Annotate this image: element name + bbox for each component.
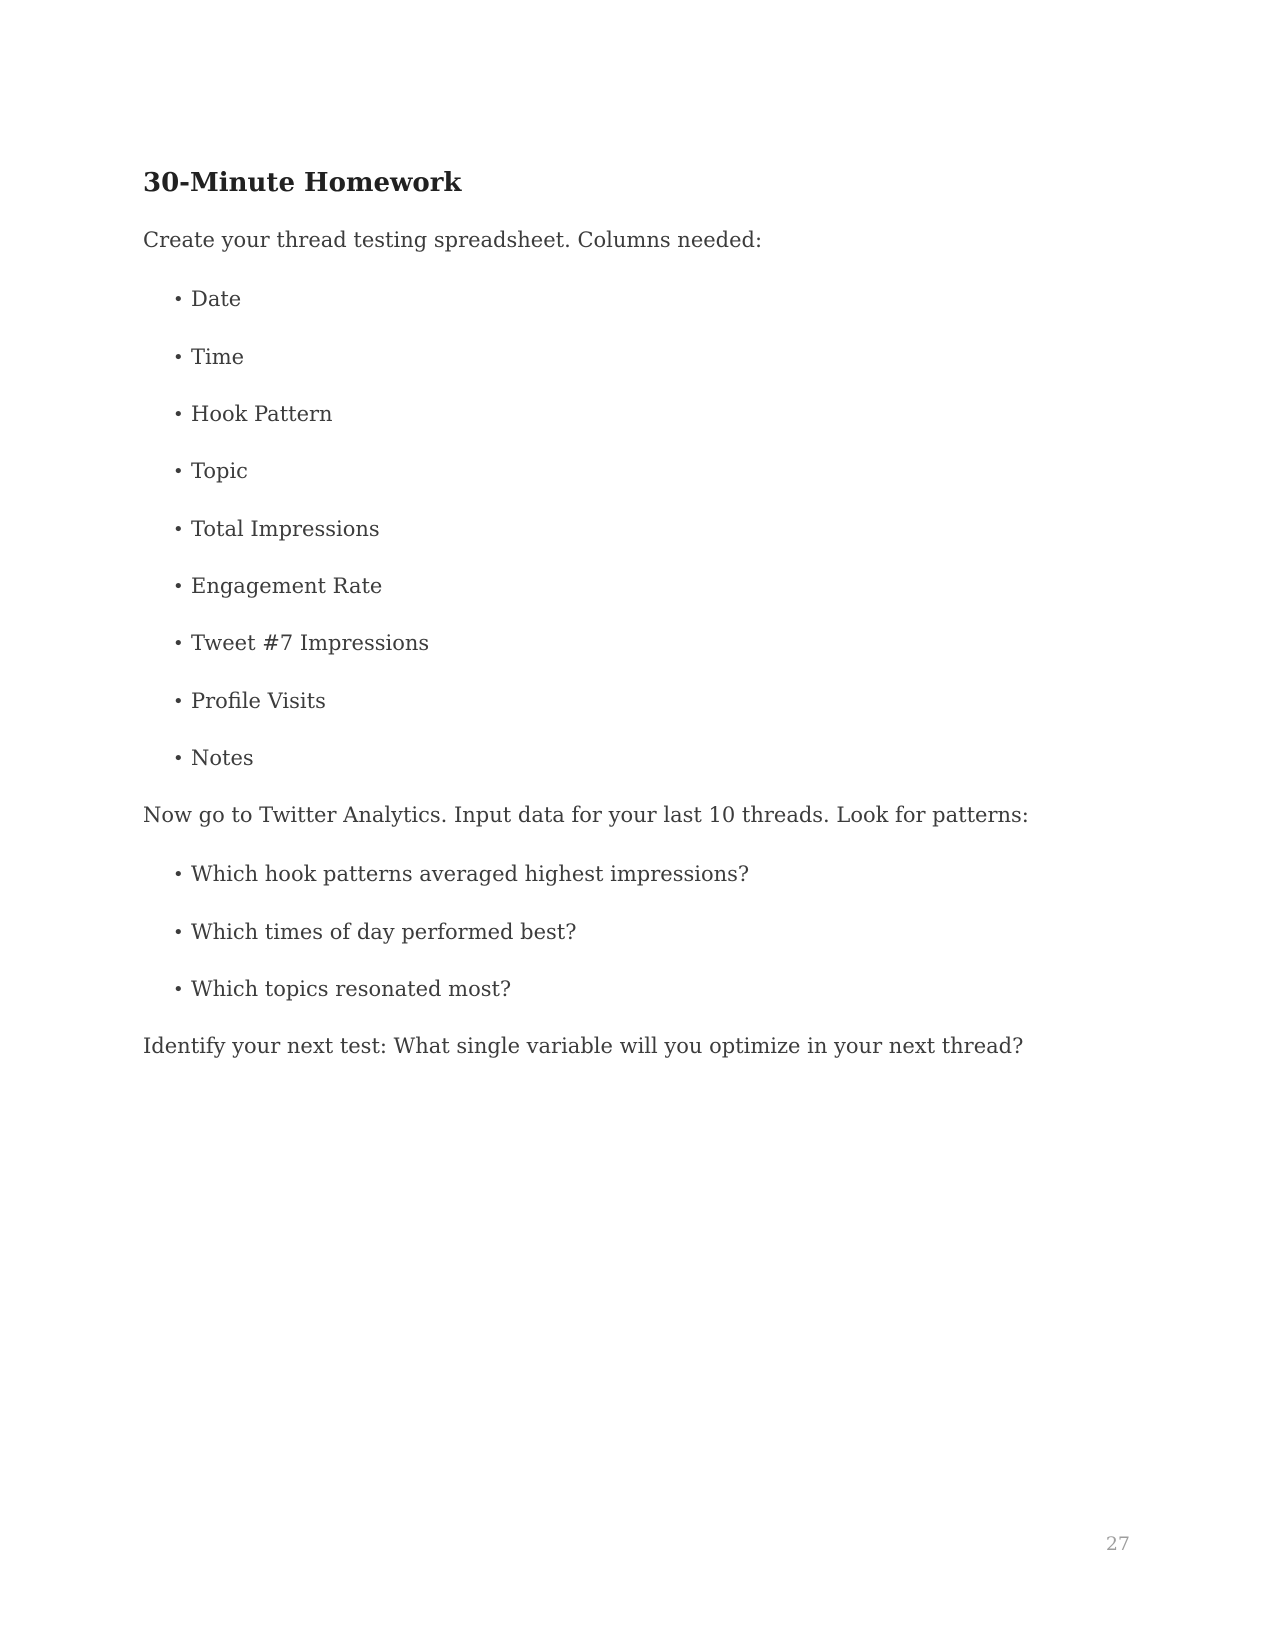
spreadsheet-columns-list (143, 286, 1132, 772)
list-item: • Total Impressions (143, 516, 1132, 543)
section-heading: 30-Minute Homework (143, 168, 462, 198)
closing-paragraph: Identify your next test: What single variable will you optimize in your next thread? (143, 1034, 1024, 1059)
list-item: • Tweet #7 Impressions (143, 630, 1132, 657)
list-item: • Hook Pattern (143, 401, 1132, 428)
list-item: • Time (143, 344, 1132, 371)
page-number: 27 (1105, 1533, 1130, 1555)
analytics-paragraph: Now go to Twitter Analytics. Input data for your last 10 threads. Look for patterns: (143, 803, 1029, 828)
list-item: • Profile Visits (143, 688, 1132, 715)
list-item: • Engagement Rate (143, 573, 1132, 600)
list-item: • Which topics resonated most? (143, 976, 1132, 1003)
list-item: • Which times of day performed best? (143, 919, 1132, 946)
list-item: • Which hook patterns averaged highest impressions? (143, 861, 1132, 888)
list-item: • Notes (143, 745, 1132, 772)
intro-paragraph: Create your thread testing spreadsheet. Columns needed: (143, 228, 763, 253)
patterns-questions-list (143, 861, 1132, 1003)
list-item: • Topic (143, 458, 1132, 485)
list-item: • Date (143, 286, 1132, 313)
